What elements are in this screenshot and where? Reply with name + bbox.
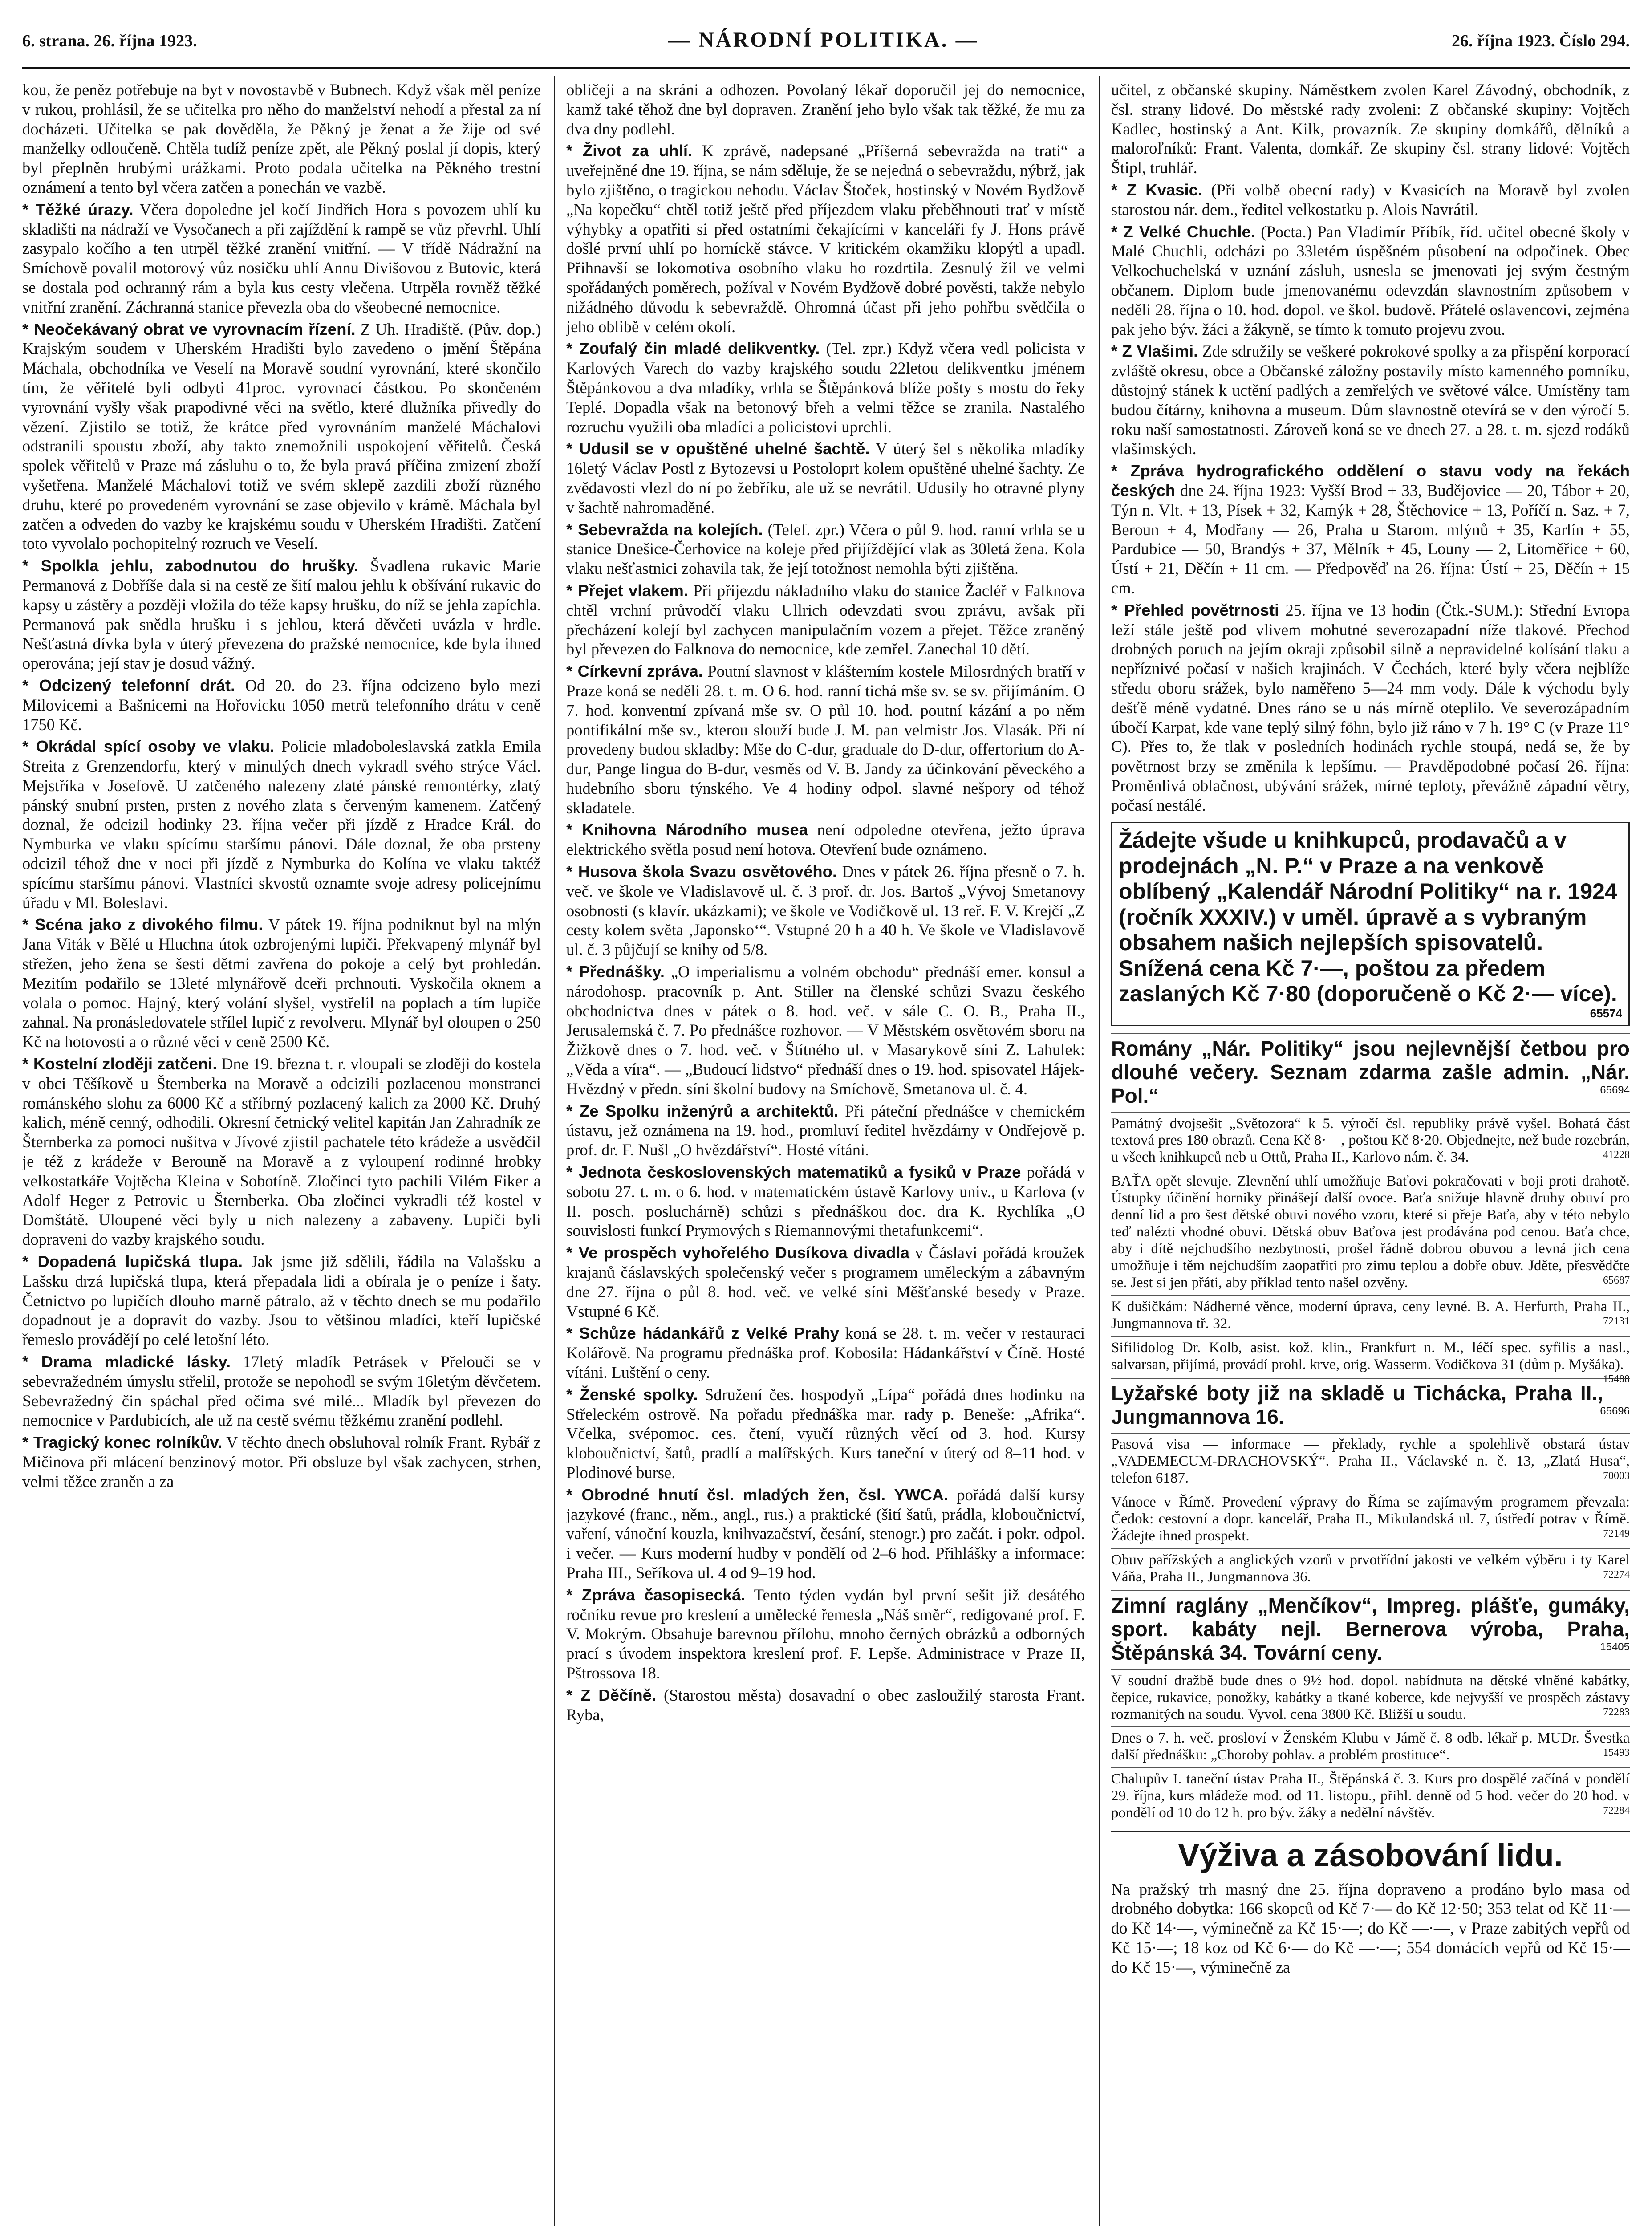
ad-rim — [1111, 1491, 1630, 1545]
ad-code: 65696 — [1600, 1405, 1630, 1417]
article-heading: * Dopadená lupičská tlupa. — [22, 1252, 243, 1271]
article-heading: * Scéna jako z divokého filmu. — [22, 915, 263, 934]
page-header — [22, 18, 1630, 85]
article-text: (Starostou města) dosavadní o obec zasloužilý starosta Frant. Ryba, — [566, 1686, 1085, 1724]
ad-text: Lyžařské boty již na skladě u Tichácka, Praha II., Jungmannova 16. — [1111, 1381, 1603, 1428]
ad-code: 70003 — [1603, 1470, 1630, 1482]
column-2 — [566, 80, 1085, 2226]
article-text: Švadlena rukavic Marie Permanová z Dobříše dala si na cestě ze šití malou jehlu k obšívání rukavic do kapsy u zástěry a později vložila do téže kapsy hrušku, do níž se jehla zapíchla. Permanová pak snědla hrušku i s jehlou, která děvčeti uvázla v hrdle. Nešťastná dívka byla v úterý převezena do pražské nemocnice, kde byla ihned operována; její stav je dosud vážný. — [22, 556, 541, 673]
article-paragraph — [22, 915, 541, 1052]
article-heading: * Přednášky. — [566, 963, 665, 981]
article-text: Dnes v pátek 26. října přesně o 7. h. več. ve škole ve Vladislavově ul. č. 3 proř. dr. Jos. Bartoš „Vývoj Smetanovy osobnosti (s klavír. ukázkami); ve škole ve Vodičkově ul. 13 reř. F. V. Krejčí „Z cesty kolem světa ‚Japonsko‘“. Vstupné 20 h a 40 h. Ve škole ve Vladislavově ul. č. 3 půjčují se knihy od 5/8. — [566, 862, 1085, 959]
article-paragraph — [22, 1054, 541, 1249]
ad-vademecum — [1111, 1433, 1630, 1487]
article-paragraph — [566, 80, 1085, 138]
article-paragraph — [566, 581, 1085, 659]
header-rule — [22, 67, 1630, 69]
article-text: (Při volbě obecní rady) v Kvasicích na Moravě byl zvolen starostou nár. dem., ředitel velkostatku p. Alois Navrátil. — [1111, 180, 1630, 219]
article-paragraph — [566, 1324, 1085, 1382]
ad-code: 72284 — [1603, 1805, 1630, 1817]
article-text: dne 24. října 1923: Vyšší Brod + 33, Budějovice — 20, Tábor + 20, Týn n. Vlt. + 13, Písek + 32, Kamýk + 28, Štěchovice + 13, Poříčí n. Saz. + 7, Beroun + 4, Modřany — 26, Praha u Starom. mlýnů + 35, Karlín + 55, Pardubice — 50, Brandýs + 37, Mělník + 45, Louny — 2, Litoměřice + 60, Ústí + 21, Děčín + 11 cm. — Předpověď na 26. října: Ústí + 25, Děčín + 15 cm. — [1111, 481, 1630, 597]
article-text: pořádá v sobotu 27. t. m. o 6. hod. v matematickém ústavě Karlovy univ., u Karlova (v II. posch. posluchárně) schůzi s přednáškou doc. dra K. Rychlíka „O souvislosti funkcí Prymových s Riemannovými thetafunkcemi“. — [566, 1163, 1085, 1240]
article-heading: * Církevní zpráva. — [566, 662, 703, 681]
article-heading: * Odcizený telefonní drát. — [22, 676, 235, 695]
article-heading: * Jednota československých matematiků a fysiků v Praze — [566, 1163, 1021, 1182]
article-text: kou, že peněz potřebuje na byt v novostavbě v Bubnech. Když však měl peníze v rukou, prohlásil, že se učitelka pro něho do manželství nehodí a přestal za ní docházeti. Učitelka se pak dověděla, že Pěkný je ženat a že žije od své manželky odloučeně. Chtěla tudíž peníze zpět, ale Pěkný poslal jí dopis, který byl přeplněn hrubými urážkami. Proto podala učitelka na Pěkného trestní oznámení a tento byl včera zatčen a ponechán ve vazbě. — [22, 81, 541, 196]
article-paragraph — [566, 1686, 1085, 1725]
article-heading: * Zpráva časopisecká. — [566, 1585, 746, 1604]
ad-bata — [1111, 1170, 1630, 1292]
article-text: V těchto dnech obsluhoval rolník Frant. Rybář z Mičinova při mlácení benzinový motor. Při obsluze byl však zachycen, strhen, velmi těžce zraněn a za — [22, 1433, 541, 1491]
article-heading: * Udusil se v opuštěné uhelné šachtě. — [566, 439, 870, 458]
article-text: učitel, z občanské skupiny. Náměstkem zvolen Karel Závodný, obchodník, z čsl. strany lidové. Do městské rady zvoleni: Z občanské skupiny: Vojtěch Kadlec, hostinský a Ant. Kilk, provazník. Ze skupiny domkářů, dělníků a maloroľníků: Frant. Valenta, domkář. Ze skupiny čsl. strany lidové: Vojtěch Štipl, truhlář. — [1111, 81, 1630, 177]
article-paragraph — [1111, 222, 1630, 339]
article-paragraph — [22, 556, 541, 673]
article-paragraph — [566, 862, 1085, 959]
article-heading: * Zoufalý čin mladé delikventky. — [566, 339, 820, 358]
article-text: Včera dopoledne jel kočí Jindřich Hora s povozem uhlí ku skladišti na nádraží ve Vysočanech a při zajíždění k rampě se vůz převrhl. Uhlí zasypalo kočího a ten utrpěl těžké zranění vnitřní. — V třídě Nádražní na Smíchově povalil motorový vůz nosičku uhlí Annu Divišovou z Butovic, která se dostala pod ochranný rám a byla kus cesty vlečena. Utrpěla rovněž těžké vnitřní zranění. Záchranná stanice převezla oba do všeobecné nemocnice. — [22, 200, 541, 316]
column-3 — [1111, 80, 1630, 2226]
ad-dusickum — [1111, 1295, 1630, 1332]
article-heading: * Z Kvasic. — [1111, 180, 1203, 199]
article-paragraph — [22, 200, 541, 317]
article-text: Dne 19. března t. r. vloupali se zloději do kostela v obci Těšíkově u Šternberka na Moravě a odcizili pozlacenou monstranci románského slohu za 6000 Kč a stříbrný pozlacený kalich za 2000 Kč. Druhý kalich, méně cenný, odhodili. Okresní četnický velitel kapitán Jan Zahradník ze Šternberka za pomoci nušitva v Jívové zjistil pachatele této krádeže a usvědčil je též z krádeže v Berouně na Moravě a z vyloupení rodinné hrobky velkostatkáře Vojtěcha Kleina v Sobotíně. Zločinci tyto pachili Vilém Fiker a Adolf Heger z Petrovic u Šternberka. Oba zločinci vykradli též kostel v Domštátě. Uloupené věci byly u nich nalezeny a zabaveny. Lupiči byli dopraveni do vazby krajského soudu. — [22, 1055, 541, 1249]
column-3-articles — [1111, 80, 1630, 815]
ad-code: 72283 — [1603, 1706, 1630, 1718]
article-heading: * Zpráva hydrografického oddělení o stavu vody na řekách českých — [1111, 462, 1630, 500]
article-text: pořádá další kursy jazykové (franc., něm., angl., rus.) a praktické (šití šatů, prádla, kloboučnictví, vaření, vánoční kouzla, knihvazačství, česání, stenogr.) pro začát. i pokr. odpol. i večer. — Kurs moderní hudby v pondělí od 2–6 hod. Přihlášky a informace: Praha III., Seříkova ul. 4 od 9–19 hod. — [566, 1485, 1085, 1582]
article-text: v Čáslavi pořádá kroužek krajanů čáslavských společenský večer s programem uměleckým a zábavným dne 27. října o půl 8. hod. več. ve velké síni Měšťanské besedy v Praze. Vstupné 6 Kč. — [566, 1243, 1085, 1320]
ad-code: 65574 — [1590, 1006, 1622, 1020]
ad-text: Žádejte všude u knihkupců, prodavačů a v prodejnách „N. P.“ v Praze a na venkově oblíbený „Kalendář Národní Politiky“ na r. 1924 (ročník XXXIV.) v uměl. úpravě a s vybraným obsahem našich nejlepších spisovatelů. Snížená cena Kč 7·—, poštou za předem zaslaných Kč 7·80 (doporučeně o Kč 2·— více). — [1119, 828, 1617, 1007]
ad-romany — [1111, 1033, 1630, 1108]
ad-code: 72149 — [1603, 1528, 1630, 1540]
article-paragraph — [1111, 80, 1630, 178]
article-text: koná se 28. t. m. večer v restauraci Kolářově. Na programu přednáška prof. Kobosila: Hádankářství v Číně. Hosté vítáni. Luštění o ceny. — [566, 1324, 1085, 1381]
article-text: obličeji a na skráni a odhozen. Povolaný lékař doporučil jej do nemocnice, kamž také těhož dne byl dopraven. Zranění jeho bylo však tak těžké, že mu za dva dny podlehl. — [566, 81, 1085, 138]
ad-kolb — [1111, 1336, 1630, 1385]
article-heading: * Z Velké Chuchle. — [1111, 222, 1255, 241]
article-paragraph — [22, 737, 541, 912]
ad-code: 65694 — [1600, 1084, 1630, 1096]
article-heading: * Neočekávaný obrat ve vyrovnacím řízení. — [22, 320, 356, 338]
newspaper-page — [22, 18, 1630, 2226]
article-heading: * Drama mladické lásky. — [22, 1353, 231, 1371]
article-paragraph — [1111, 601, 1630, 815]
article-paragraph — [22, 676, 541, 734]
article-paragraph — [22, 1433, 541, 1491]
article-paragraph — [566, 1243, 1085, 1321]
ad-text: BAŤA opět slevuje. Zlevnění uhlí umožňuje Baťovi pokračovati v boji proti drahotě. Ústupky účinění horniky přinášejí další ovoce. Baťa snižuje hlavně druhy obuví pro denní lid a pro šest dětské obuvi nového vzoru, které si přeje Baťa, aby v této nebylo teď nalézti vhodné obuvi. Dětská obuv Baťova jest prodávána pod cenou. Baťa chce, aby i dítě nejchudšího nezbytnosti, prošel řádně dobrou obuvou a levná jich cena umožňuje i těm nejchudším zaopatřiti pro zimu teplou a dobře obuv. Jděte, přesvědčte se. Jest si jen přáti, aby příklad tento našel ozvěny. — [1111, 1173, 1630, 1291]
article-text: Od 20. do 23. října odcizeno bylo mezi Milovicemi a Bašnicemi na Hořovicku 1050 metrů telefonního drátu v ceně 1750 Kč. — [22, 676, 541, 734]
article-paragraph — [566, 820, 1085, 859]
vyziva-text: Na pražský trh masný dne 25. října dopraveno a prodáno bylo masa od drobného dobytka: 166 skopců od Kč 7·— do Kč 12·50; 353 telat od Kč 11·— do Kč 14·—, výminečně za Kč 15·—; do Kč —·—, v Praze zabitých vepřů od Kč 15·—; 18 koz od Kč 6·— do Kč —·—; 554 domácích vepřů od Kč 15·— do Kč 15·—, výminečně za — [1111, 1880, 1630, 1976]
ad-text: Chalupův I. taneční ústav Praha II., Štěpánská č. 3. Kurs pro dospělé začíná v pondělí 29. října, kurs mládeže mod. od 11. listopu., přihl. denně od 5 hod. večer do 20 hod. v pondělí od 10 do 12 h. pro býv. žáky a nedělní návštěv. — [1111, 1771, 1630, 1821]
article-heading: * Schůze hádankářů z Velké Prahy — [566, 1324, 839, 1343]
article-paragraph — [566, 1385, 1085, 1483]
ad-text: Sifilidolog Dr. Kolb, asist. kož. klin., Frankfurt n. M., léčí spec. syfilis a nasl., salvarsan, přijímá, provádí prohl. krve, orig. Wasserm. Vodičkova 31 (dům p. Myšáka). — [1111, 1339, 1630, 1373]
article-text: Při páteční přednášce v chemickém ústavu, jež oznámena na 19. hod., promluví ředitel hvězdárny v Ondřejově p. prof. dr. F. Nušl „O hvězdářství“. Hosté vítáni. — [566, 1101, 1085, 1159]
article-text: 25. října ve 13 hodin (Čtk.-SUM.): Střední Evropa leží stále ještě pod vlivem mohutné severozapadní níže tlakové. Přechod drobných poruch na jejím okraji způsobil silně a nepravidelné kolísání tlaku a nepříznivé počasí v našich krajinách. V Čechách, které byly včera nejblíže středu oboru srážek, bylo naměřeno 5—24 mm vody. Dále k východu byly dešťě méně vydatné. Dnes ráno se u nás mírně oteplilo. Ve severozápadním úbočí Karpat, kde vane teplý silný föhn, bylo již ráno v 7 h. 19° C (v Praze 11° C). Přes to, že tlak v posledních hodinách rychle stoupá, nedá se, že by povětrnost brzy se změnila k lepšímu. — Pravděpodobné počasí 26. října: Proměnlivá oblačnost, ubývání srážek, mírné teploty, převážně západní větry, počasí nestálé. — [1111, 601, 1630, 814]
article-text: „O imperialismu a volném obchodu“ přednáší emer. konsul a národohosp. pracovník p. Ant. Stiller na členské schůzi Svazu českého obchodnictva dnes v pátek o 8. hod. več. v sále C. O. B., Praha II., Jerusalemská č. 7. Po přednášce rozhovor. — V Městském osvětovém sboru na Žižkově dnes o 7. hod. več. v Štítného ul. v Masarykově síni Z. Lahulek: „Věda a víra“. — „Budoucí lidstvo“ přednáší dnes o 19. hod. spisovatel Hájek-Hvězdný v předn. síni školní budovy na Smíchově, Smetanova ul. č. 4. — [566, 963, 1085, 1098]
article-text: (Telef. zpr.) Včera o půl 9. hod. ranní vrhla se u stanice Dnešice-Čerhovice na koleje před přijíždějící vlak as 30letá žena. Kola vlaku nešťastnici zohavila tak, že její totožnost nemohla býti zjištěna. — [566, 520, 1085, 578]
article-paragraph — [22, 1252, 541, 1349]
article-heading: * Z Vlašimi. — [1111, 342, 1198, 361]
article-text: V úterý šel s několika mladíky 16letý Václav Postl z Bytozevsi u Postoloprt kolem opuštěné uhelné šachty. Ze zvědavosti vlezl do ní po žebříku, ale už se nevrátil. Udusily ho otravné plyny v šachtě nahromaděné. — [566, 439, 1085, 516]
article-paragraph — [1111, 461, 1630, 598]
column-divider — [554, 76, 555, 2226]
article-paragraph — [566, 141, 1085, 336]
article-paragraph — [566, 962, 1085, 1099]
ad-obuv — [1111, 1548, 1630, 1586]
column-divider — [1099, 76, 1100, 2226]
ad-text: Pasová visa — informace — překlady, rychle a spolehlivě obstará ústav „VADEMECUM-DRACHOVSKÝ“. Praha II., Václavské n. č. 13, „Zlatá Husa“, telefon 6187. — [1111, 1436, 1630, 1487]
ad-text: V soudní dražbě bude dnes o 9½ hod. dopol. nabídnuta na dětské vlněné kabátky, čepice, rukavice, ponožky, kabátky a tkané koberce, kde nejvyšší ve prospěch zástavy rozmanitých na soudu. Vyvol. cena 3800 Kč. Bližší u soudu. — [1111, 1672, 1630, 1722]
article-text: Policie mladoboleslavská zatkla Emila Streita z Grenzendorfu, který v minulých dnech vykradl svého strýce Václ. Mejstříka v Josefově. U zatčeného nalezeny zlaté pánské remontérky, zlatý pánský snubní prsten, prsten z nového zlata s červeným kamenem. Zatčený doznal, že odcizil hodinky 23. října večer při jízdě z Hradce Král. do Nymburka ve vlaku spícímu staršímu pánovi. Dále doznal, že oba prsteny odcizil téhož dne v noci při jízdě z Nymburka do Kolína ve vlaku taktéž spícímu staršímu pánovi. Vlastníci skvostů oznamte svoje adresy policejnímu úřadu v Ml. Boleslavi. — [22, 737, 541, 912]
ad-text: Památný dvojsešit „Světozora“ k 5. výročí čsl. republiky právě vyšel. Bohatá část textová pres 180 obrazů. Cena Kč 8·—, poštou Kč 8·20. Objednejte, než bude rozebrán, u všech knihkupců neb u Ottů, Praha II., Karlovo nám. č. 34. — [1111, 1115, 1630, 1166]
ad-code: 15488 — [1603, 1373, 1630, 1385]
ad-code: 41228 — [1603, 1149, 1630, 1161]
article-paragraph — [566, 662, 1085, 817]
column-1 — [22, 80, 541, 2226]
ad-code: 72131 — [1603, 1315, 1630, 1327]
article-text: (Pocta.) Pan Vladimír Příbík, říd. učitel obecné školy v Malé Chuchli, odcházi po 33letém úspěšném působení na odpočinek. Obec Velkochuchelská v uznání zásluh, usnesla se jmenovati jej svým čestným občanem. Diplom bude jmenovanému odevzdán slavnostním způsobem v neděli 28. října o 10. hod. dopol. ve škol. budově. Přátelé oslavencovi, zejména pak jeho býv. žáci a žákyně, se tímto k tomuto projevu zvou. — [1111, 222, 1630, 338]
ad-text: Romány „Nár. Politiky“ jsou nejlevnější četbou pro dlouhé večery. Seznam zdarma zašle admin. „Nár. Pol.“ — [1111, 1036, 1630, 1107]
article-heading: * Okrádal spící osoby ve vlaku. — [22, 737, 275, 756]
article-heading: * Husova škola Svazu osvětového. — [566, 862, 837, 881]
ad-kalendar — [1111, 822, 1630, 1026]
article-paragraph — [566, 339, 1085, 436]
article-heading: * Přehled povětrnosti — [1111, 601, 1279, 619]
masthead-title: — NÁRODNÍ POLITIKA. — — [668, 28, 979, 52]
article-paragraph — [1111, 180, 1630, 219]
ad-menclik — [1111, 1590, 1630, 1665]
article-paragraph — [566, 520, 1085, 578]
article-heading: * Kostelní zloději zatčeni. — [22, 1055, 217, 1073]
article-heading: * Těžké úrazy. — [22, 200, 134, 219]
article-heading: * Tragický konec rolníkův. — [22, 1433, 223, 1452]
article-text: Při přijezdu nákladního vlaku do stanice Žacléř v Falknova chtěl vrchní průvodčí vlaku Ullrich odevzdati svou zprávu, avšak při přecházení kolejí byl zachycen manipulačním vozem a přejet. Těžce zraněný byl převezen do Falknova do nemocnice, kde zemřel. Zanechal 10 dětí. — [566, 581, 1085, 658]
ad-text: Zimní raglány „Menčíkov“, Impreg. plášťe, gumáky, sport. kabáty nejl. Bernerova výroba, Praha, Štěpánská 34. Tovární ceny. — [1111, 1593, 1630, 1664]
ad-text: Dnes o 7. h. več. prosloví v Ženském Klubu v Jámě č. 8 odb. lékař p. MUDr. Švestka další přednášku: „Choroby pohlav. a problém prostituce“. — [1111, 1730, 1630, 1763]
article-heading: * Z Děčíně. — [566, 1686, 657, 1704]
article-heading: * Spolkla jehlu, zabodnutou do hrušky. — [22, 556, 359, 575]
article-text: není odpoledne otevřena, ježto úprava elektrického světla posud není hotova. Otevření bude oznámeno. — [566, 821, 1085, 859]
ad-text: Vánoce v Římě. Provedení výpravy do Říma se zajímavým programem převzala: Čedok: cestovní a dopr. kancelář, Praha II., Mikulandská ul. 7, ústředí potrav v Římě. Žádejte ihned prospekt. — [1111, 1494, 1630, 1544]
article-paragraph — [566, 1485, 1085, 1583]
article-text: Z Uh. Hradiště. (Pův. dop.) Krajským soudem v Uherském Hradišti bylo zavedeno o jmění Štěpána Máchala, obchodníka ve Veselí na Moravě soudní vyrovnání, které skončilo tím, že věřitelé byli odbyti 41proc. vyrovnací částkou. Po skončeném vyrovnání vyšly však prapodivné věci na světlo, které dlužníka přivedly do vězení. Zjistilo se totiž, že krátce před vyrovnáním manželé Máchalovi odstranili spoustu zboží, aby takto znemožnili uspokojení věřitelů. Česká spolek věřitelů v Praze má zásluhu o to, že byla pravá příčina zmizení zboží vyšetřena. Manželé Máchalovi totiž ve svém sklepě zazdili zboží různého druhu, které po provedeném vyrovnání se zase objevilo v krámě. Máchala byl zatčen a odveden do vazby ke krajskému soudu v Uherském Hradišti. Zatčení toto vyvolalo pochopitelný rozruch ve Veselí. — [22, 320, 541, 553]
article-text: 17letý mladík Petrásek v Přelouči se v sebevražedném úmyslu střelil, protože se nepohodl se svým 16letým děvčetem. Sebevražedný čin spáchal před očima své milé... Mladík byl převezen do nemocnice v Pardubicích, ale už na cestě svému těžkému zranění podlehl. — [22, 1353, 541, 1430]
article-heading: * Ženské spolky. — [566, 1385, 698, 1404]
article-text: V pátek 19. října podniknut byl na mlýn Jana Viták v Bělé u Hluchna útok ozbrojenými lupiči. Překvapený mlynář byl střežen, jeho žena se šesti dětmi zavřena do pokoje a celý byt prohledán. Mezitím podařilo se 13leté mlynářově dceři prchnouti. Vyskočila oknem a volala o pomoc. Hajný, který volání slyšel, vystřelil na poplach a tím lupiče zahnal. Na pronásledovatele střílel lupič z revolveru. Mlynář byl oloupen o 250 Kč na hotovosti a o různé věci v ceně 2500 Kč. — [22, 915, 541, 1051]
article-paragraph — [566, 1585, 1085, 1683]
article-text: (Tel. zpr.) Když včera vedl policista v Karlových Varech do vazby krajského soudu 22letou delikventku jménem Štěpánkovou a dva mladíky, vrhla se Štěpánková blíže pošty s mostu do řeky Teplé. Dopadla však na betonový břeh a velmi těžce se zranila. Nastalého rozruchu využili oba mladíci a policistovi uprchli. — [566, 339, 1085, 436]
ad-text: Obuv pařížských a anglických vzorů v prvotřídní jakosti ve velkém výběru i ty Karel Váňa, Praha II., Jungmannova 36. — [1111, 1552, 1630, 1585]
article-paragraph — [566, 439, 1085, 517]
ad-tichacek — [1111, 1378, 1630, 1429]
ad-code: 15493 — [1603, 1747, 1630, 1759]
article-heading: * Život za uhlí. — [566, 142, 693, 160]
article-text: Zde sdružily se veškeré pokrokové spolky a za přispění korporací zvláště okresu, obce a Občanské záložny postavily místo kamenného pomníku, důstojný stánek k uctění padlých a zemřelých ve světové válce. Umístěny tam budou čítárny, knihovna a museum. Dům slavnostně otevírá se v den výročí 5. roku naší samostatnosti. Zároveň koná se ve dnech 27. a 28. t. m. sjezd rodáků vlašimských. — [1111, 342, 1630, 458]
article-paragraph — [22, 1352, 541, 1430]
article-text: Tento týden vydán byl první sešit již desátého ročníku revue pro kreslení a umělecké řemesla „Náš směr“, redigované prof. F. V. Mokrým. Obsahuje barevnou přílohu, mnoho černých obrázků a odborných prací s úvodem inspektora kreslení prof. F. Lepše. Administrace v Praze II, Pštrossova 18. — [566, 1585, 1085, 1682]
article-heading: * Ze Spolku inženýrů a architektů. — [566, 1101, 839, 1120]
article-heading: * Přejet vlakem. — [566, 581, 688, 600]
ad-code: 65687 — [1603, 1274, 1630, 1286]
article-heading: * Sebevražda na kolejích. — [566, 520, 763, 539]
article-paragraph — [22, 80, 541, 197]
ad-text: K dušičkám: Nádherné věnce, moderní úprava, ceny levné. B. A. Herfurth, Praha II., Jungmannova tř. 32. — [1111, 1298, 1630, 1332]
page-number-date: 6. strana. 26. října 1923. — [22, 32, 197, 50]
article-paragraph — [566, 1162, 1085, 1240]
article-paragraph — [22, 320, 541, 554]
article-heading: * Obrodné hnutí čsl. mladých žen, čsl. YWCA. — [566, 1485, 949, 1504]
article-text: Sdružení čes. hospodyň „Lípa“ pořádá dnes hodinku na Střeleckém ostrově. Na pořadu přednáška mar. rady p. Beneše: „Afrika“. Včelka, svépomoc. ces. čtení, vyučí různých věcí od 3. hod. Kursy kloboučnictví, šatů, pradlí a malířských. Kurs taneční v úterý od 8–11 hod. v Plodinové burse. — [566, 1385, 1085, 1482]
ad-klub — [1111, 1726, 1630, 1764]
article-paragraph — [1111, 341, 1630, 459]
section-title-vyziva: Výživa a zásobování lidu. — [1111, 1831, 1630, 1875]
ad-code: 72274 — [1603, 1569, 1630, 1581]
ad-code: 15405 — [1600, 1641, 1630, 1653]
article-text: Poutní slavnost v klášterním kostele Milosrdných bratří v Praze koná se neděli 28. t. m. O 6. hod. ranní tichá mše sv. se sv. přijímáním. O 7. hod. konventní zpívaná mše sv. O půl 10. hod. poutní kázání a po něm pontifikální mše sv., kterou slouží bude J. M. pan velmistr Jos. Vlasák. Při ní provedeny budou skladby: Mše do C-dur, graduale do D-dur, offertorium do A-dur, Pange lingua do B-dur, vesměs od V. B. Jandy za účinkování pěveckého a hudebního sboru týnského. Ve 4 hodiny odpol. slavné nešpory od téhož skladatele. — [566, 662, 1085, 817]
issue-date-number: 26. října 1923. Číslo 294. — [1451, 32, 1630, 50]
article-paragraph — [566, 1101, 1085, 1160]
ad-chalupa — [1111, 1767, 1630, 1822]
ad-svetozor — [1111, 1112, 1630, 1166]
article-text: Jak jsme již sdělili, řádila na Valašsku a Lašsku drzá lupičská tlupa, která přepadala lidi a obírala je o peníze i šaty. Četnictvo po lupičích dlouho marně pátralo, až v těchto dnech se mu podařilo dopadnout je a dopravit do vazby. Jsou to většinou mladíci, kteří lupičské řemeslo provádějí po celé letošní léto. — [22, 1252, 541, 1349]
article-text: K zprávě, nadepsané „Příšerná sebevražda na trati“ a uveřejněné dne 19. října, se nám sděluje, že se nejedná o sebevraždu, nýbrž, jak bylo zjištěno, o tragickou nehodu. Václav Štoček, hostinský v Novém Bydžově „Na kopečku“ chtěl totiž ještě před příjezdem vlaku přeběhnouti trať v místě výhybky a opatřiti si před ostatními čekajícími v kanceláři fy J. Hons právě došlé první uhlí po horníckě stávce. V kritickém okamžiku klopýtl a upadl. Přihnavší se lokomotiva osobního vlaku ho rozdrtila. Zesnulý žil ve velmi spořádaných poměrech, požíval v Novém Bydžově dobré pověsti, takže nebylo nižádného důvodu k sebevraždě. Ohromná účast při jeho pohřbu svědčila o jeho oblibě v celém okolí. — [566, 142, 1085, 336]
article-heading: * Knihovna Národního musea — [566, 821, 808, 839]
article-heading: * Ve prospěch vyhořelého Dusíkova divadla — [566, 1243, 909, 1262]
ad-drazba — [1111, 1669, 1630, 1723]
